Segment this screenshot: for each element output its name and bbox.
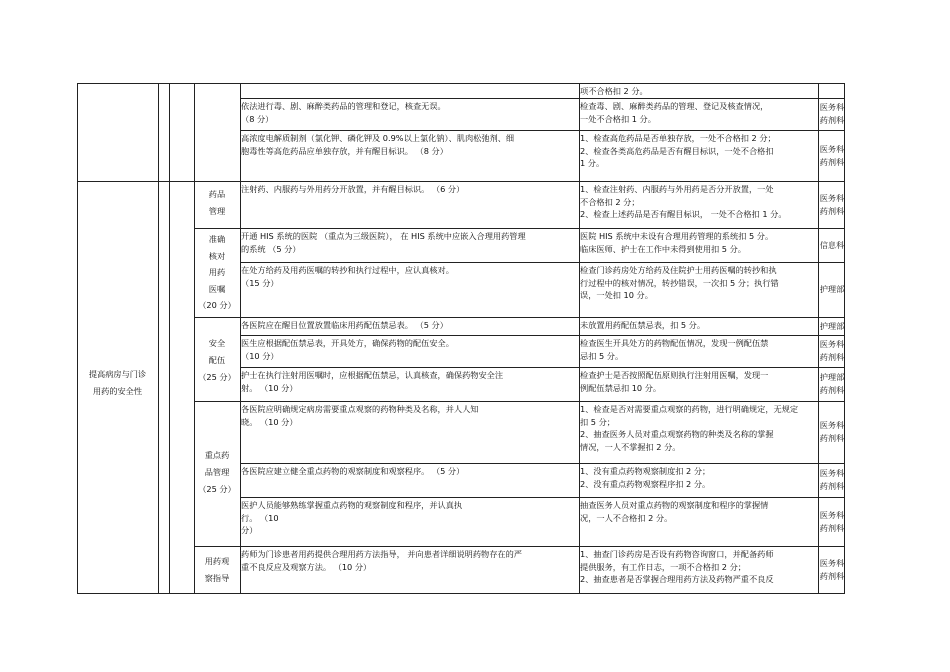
department-cell-line: 医务科 xyxy=(819,420,845,430)
department-cell-line: 医务科 xyxy=(819,339,845,349)
evaluation-cell-line: 况，一人不合格扣 2 分。 xyxy=(580,512,673,523)
evaluation-cell-line: 例配伍禁忌扣 10 分。 xyxy=(580,382,662,393)
requirement-cell xyxy=(241,319,578,332)
requirement-cell-line: 医护人员能够熟练掌握重点药物的观察制度和程序，并认真执 xyxy=(241,500,463,510)
requirement-cell xyxy=(241,337,578,362)
department-cell-line: 药剂科 xyxy=(819,522,845,533)
department-cell-line: 医务科 xyxy=(819,509,845,520)
evaluation-cell-line: 2、检查各类高危药品是否有醒目标识，一处不合格扣 xyxy=(580,145,774,156)
department-cell-line: 护理部 xyxy=(819,372,845,382)
evaluation-cell-line: 检查毒、剧、麻醉类药品的管理、登记及核查情况， xyxy=(580,101,769,111)
department-cell xyxy=(819,101,845,127)
evaluation-cell-line: 忌扣 5 分。 xyxy=(580,350,624,361)
evaluation-cell-line: 2、检查上述药品是否有醒目标识， 一处不合格扣 1 分。 xyxy=(580,209,787,219)
evaluation-cell-line: 1、检查高危药品是否单独存放，一处不合格扣 2 分； xyxy=(580,133,776,143)
evaluation-cell-line: 1、检查注射药、内服药与外用药是否分开放置，一处 xyxy=(580,184,774,194)
evaluation-cell-line: 误，一处扣 10 分。 xyxy=(580,290,653,300)
evaluation-cell-line: 项不合格扣 2 分。 xyxy=(580,86,648,96)
evaluation-cell-line: 一处不合格扣 1 分。 xyxy=(580,113,656,124)
department-cell xyxy=(819,419,845,445)
requirement-cell xyxy=(241,499,578,537)
department-cell-line: 药剂科 xyxy=(819,481,845,491)
department-cell-line: 药剂科 xyxy=(819,156,845,167)
evaluation-cell xyxy=(580,369,818,394)
requirement-cell-line: 的系统 （5 分） xyxy=(241,243,301,254)
department-cell-line: 药剂科 xyxy=(819,570,845,581)
requirement-cell xyxy=(241,548,578,573)
evaluation-cell xyxy=(580,100,818,125)
section-zhongdian: 重点药 品管理 （25 分） xyxy=(198,450,236,494)
requirement-cell xyxy=(241,369,578,394)
evaluation-cell-line: 2、没有重点药物观察程序扣 2 分。 xyxy=(580,478,711,489)
requirement-cell-line: 药师为门诊患者用药提供合理用药方法指导， 并向患者详细说明药物存在的严 xyxy=(241,549,522,559)
requirement-cell-line: 胞毒性等高危药品应单独存放，并有醒目标识。 （8 分） xyxy=(241,145,448,156)
evaluation-cell-line: 1、没有重点药物观察制度扣 2 分； xyxy=(580,466,711,476)
section-anquan: 安全 配伍 （25 分） xyxy=(198,338,236,382)
evaluation-cell xyxy=(580,319,818,332)
evaluation-cell xyxy=(580,548,818,586)
department-cell-line: 药剂科 xyxy=(819,433,845,443)
requirement-cell-line: 医生应根据配伍禁忌表，开具处方，确保药物的配伍安全。 xyxy=(241,338,454,348)
department-cell-line: 医务科 xyxy=(819,557,845,568)
evaluation-cell xyxy=(580,85,818,98)
requirement-cell xyxy=(241,183,578,196)
evaluation-cell-line: 1、检查是否对需要重点观察的药物，进行明确规定，无规定 xyxy=(580,404,799,414)
evaluation-cell-line: 提供服务，有工作日志，一项不合格扣 2 分； xyxy=(580,561,746,572)
evaluation-cell-line: 不合格扣 2 分； xyxy=(580,196,640,207)
department-cell-line: 药剂科 xyxy=(819,352,845,362)
evaluation-cell xyxy=(580,183,818,221)
evaluation-table xyxy=(77,83,845,594)
requirement-cell xyxy=(241,132,578,157)
department-cell-line: 护理部 xyxy=(819,320,845,331)
requirement-cell-line: 护士在执行注射用医嘱时，应根据配伍禁忌，认真核查，确保药物安全注 xyxy=(241,370,504,380)
department-cell-line: 医务科 xyxy=(819,192,845,203)
category-line-2: 用药的安全性 xyxy=(92,385,143,396)
evaluation-cell-line: 情况，一人不掌握扣 2 分。 xyxy=(580,441,681,452)
section-yaopin: 药品 管理 xyxy=(208,189,226,216)
department-cell-line: 药剂科 xyxy=(819,115,845,125)
evaluation-cell-line: 临床医师、护士在工作中未得到使用扣 5 分。 xyxy=(580,243,746,254)
department-cell-line: 药剂科 xyxy=(819,205,845,216)
evaluation-cell-line: 1 分。 xyxy=(580,158,605,168)
evaluation-cell-line: 检查护士是否按照配伍原则执行注射用医嘱，发现一 xyxy=(580,370,769,380)
requirement-cell xyxy=(241,230,578,255)
requirement-cell-line: 行。 （10 xyxy=(241,512,279,523)
department-cell xyxy=(819,371,845,397)
department-cell-line: 药剂科 xyxy=(819,385,845,395)
requirement-cell-line: 射。 （10 分） xyxy=(241,382,298,393)
requirement-cell-line: （8 分） xyxy=(241,113,274,124)
evaluation-cell-line: 2、抽查患者是否掌握合理用药方法及药物严重不良反 xyxy=(580,574,774,584)
requirement-cell-line: 在处方给药及用药医嘱的转抄和执行过程中，应认真核对。 xyxy=(241,265,454,275)
section-zhunque: 准确 核对 用药 医嘱 （20 分） xyxy=(198,234,236,310)
requirement-cell-line: 各医院应建立健全重点药物的观察制度和观察程序。 （5 分） xyxy=(241,466,465,476)
evaluation-cell-line: 1、抽查门诊药房是否设有药物咨询窗口，并配备药师 xyxy=(580,549,774,559)
department-cell xyxy=(819,143,845,169)
evaluation-cell-line: 检查医生开具处方的药物配伍情况，发现一例配伍禁 xyxy=(580,338,769,348)
requirement-cell-line: 各医院应明确规定病房需要重点观察的药物种类及名称，并人人知 xyxy=(241,404,479,414)
department-cell-line: 护理部 xyxy=(819,284,845,294)
department-cell-line: 医务科 xyxy=(819,102,845,112)
requirement-cell-line: 开通 HIS 系统的医院 （重点为三级医院）， 在 HIS 系统中应嵌入合理用药管理 xyxy=(241,231,526,241)
requirement-cell xyxy=(241,264,578,289)
evaluation-cell xyxy=(580,132,818,170)
department-cell xyxy=(819,338,845,364)
evaluation-cell-line: 2、抽查医务人员对重点观察药物的种类及名称的掌握 xyxy=(580,429,774,439)
evaluation-cell xyxy=(580,499,818,524)
evaluation-cell-line: 行过程中的核对情况，转抄错误，一次扣 5 分；执行错 xyxy=(580,277,779,288)
category-label xyxy=(77,368,158,397)
evaluation-cell-line: 未放置用药配伍禁忌表，扣 5 分。 xyxy=(580,320,706,330)
evaluation-cell xyxy=(580,337,818,362)
department-cell xyxy=(819,509,845,535)
department-cell-line: 医务科 xyxy=(819,468,845,478)
department-cell xyxy=(819,239,845,252)
evaluation-cell xyxy=(580,230,818,255)
evaluation-cell xyxy=(580,403,818,453)
requirement-cell-line: 依法进行毒、剧、麻醉类药品的管理和登记，核查无误。 xyxy=(241,101,446,111)
requirement-cell-line: 各医院应在醒目位置放置临床用药配伍禁忌表。 （5 分） xyxy=(241,320,448,330)
evaluation-cell xyxy=(580,465,818,490)
department-cell-line: 信息科 xyxy=(819,239,845,250)
requirement-cell xyxy=(241,465,578,478)
section-guancha: 用药观 察指导 xyxy=(204,556,230,583)
department-cell xyxy=(819,283,845,296)
requirement-cell-line: 高浓度电解质制剂（氯化钾、磷化钾及 0.9%以上氯化钠）、肌肉松弛剂、细 xyxy=(241,133,515,143)
requirement-cell xyxy=(241,100,578,125)
requirement-cell xyxy=(241,403,578,428)
department-cell xyxy=(819,320,845,333)
department-cell xyxy=(819,467,845,493)
category-line-1: 提高病房与门诊 xyxy=(88,369,147,379)
requirement-cell-line: 分） xyxy=(241,525,258,535)
requirement-cell-line: （10 分） xyxy=(241,350,279,361)
requirement-cell-line: 晓。 （10 分） xyxy=(241,416,298,427)
requirement-cell-line: （15 分） xyxy=(241,277,279,288)
evaluation-cell-line: 抽查医务人员对重点药物的观察制度和程序的掌握情 xyxy=(580,500,769,510)
evaluation-cell xyxy=(580,264,818,302)
requirement-cell-line: 重不良反应及观察方法。 （10 分） xyxy=(241,561,372,572)
department-cell xyxy=(819,557,845,583)
evaluation-cell-line: 医院 HIS 系统中未设有合理用药管理的系统扣 5 分。 xyxy=(580,231,774,241)
department-cell xyxy=(819,192,845,218)
requirement-cell-line: 注射药、内服药与外用药分开放置，并有醒目标识。 （6 分） xyxy=(241,184,465,194)
evaluation-cell-line: 扣 5 分； xyxy=(580,416,615,427)
evaluation-cell-line: 检查门诊药房处方给药及住院护士用药医嘱的转抄和执 xyxy=(580,265,777,275)
department-cell-line: 医务科 xyxy=(819,143,845,154)
